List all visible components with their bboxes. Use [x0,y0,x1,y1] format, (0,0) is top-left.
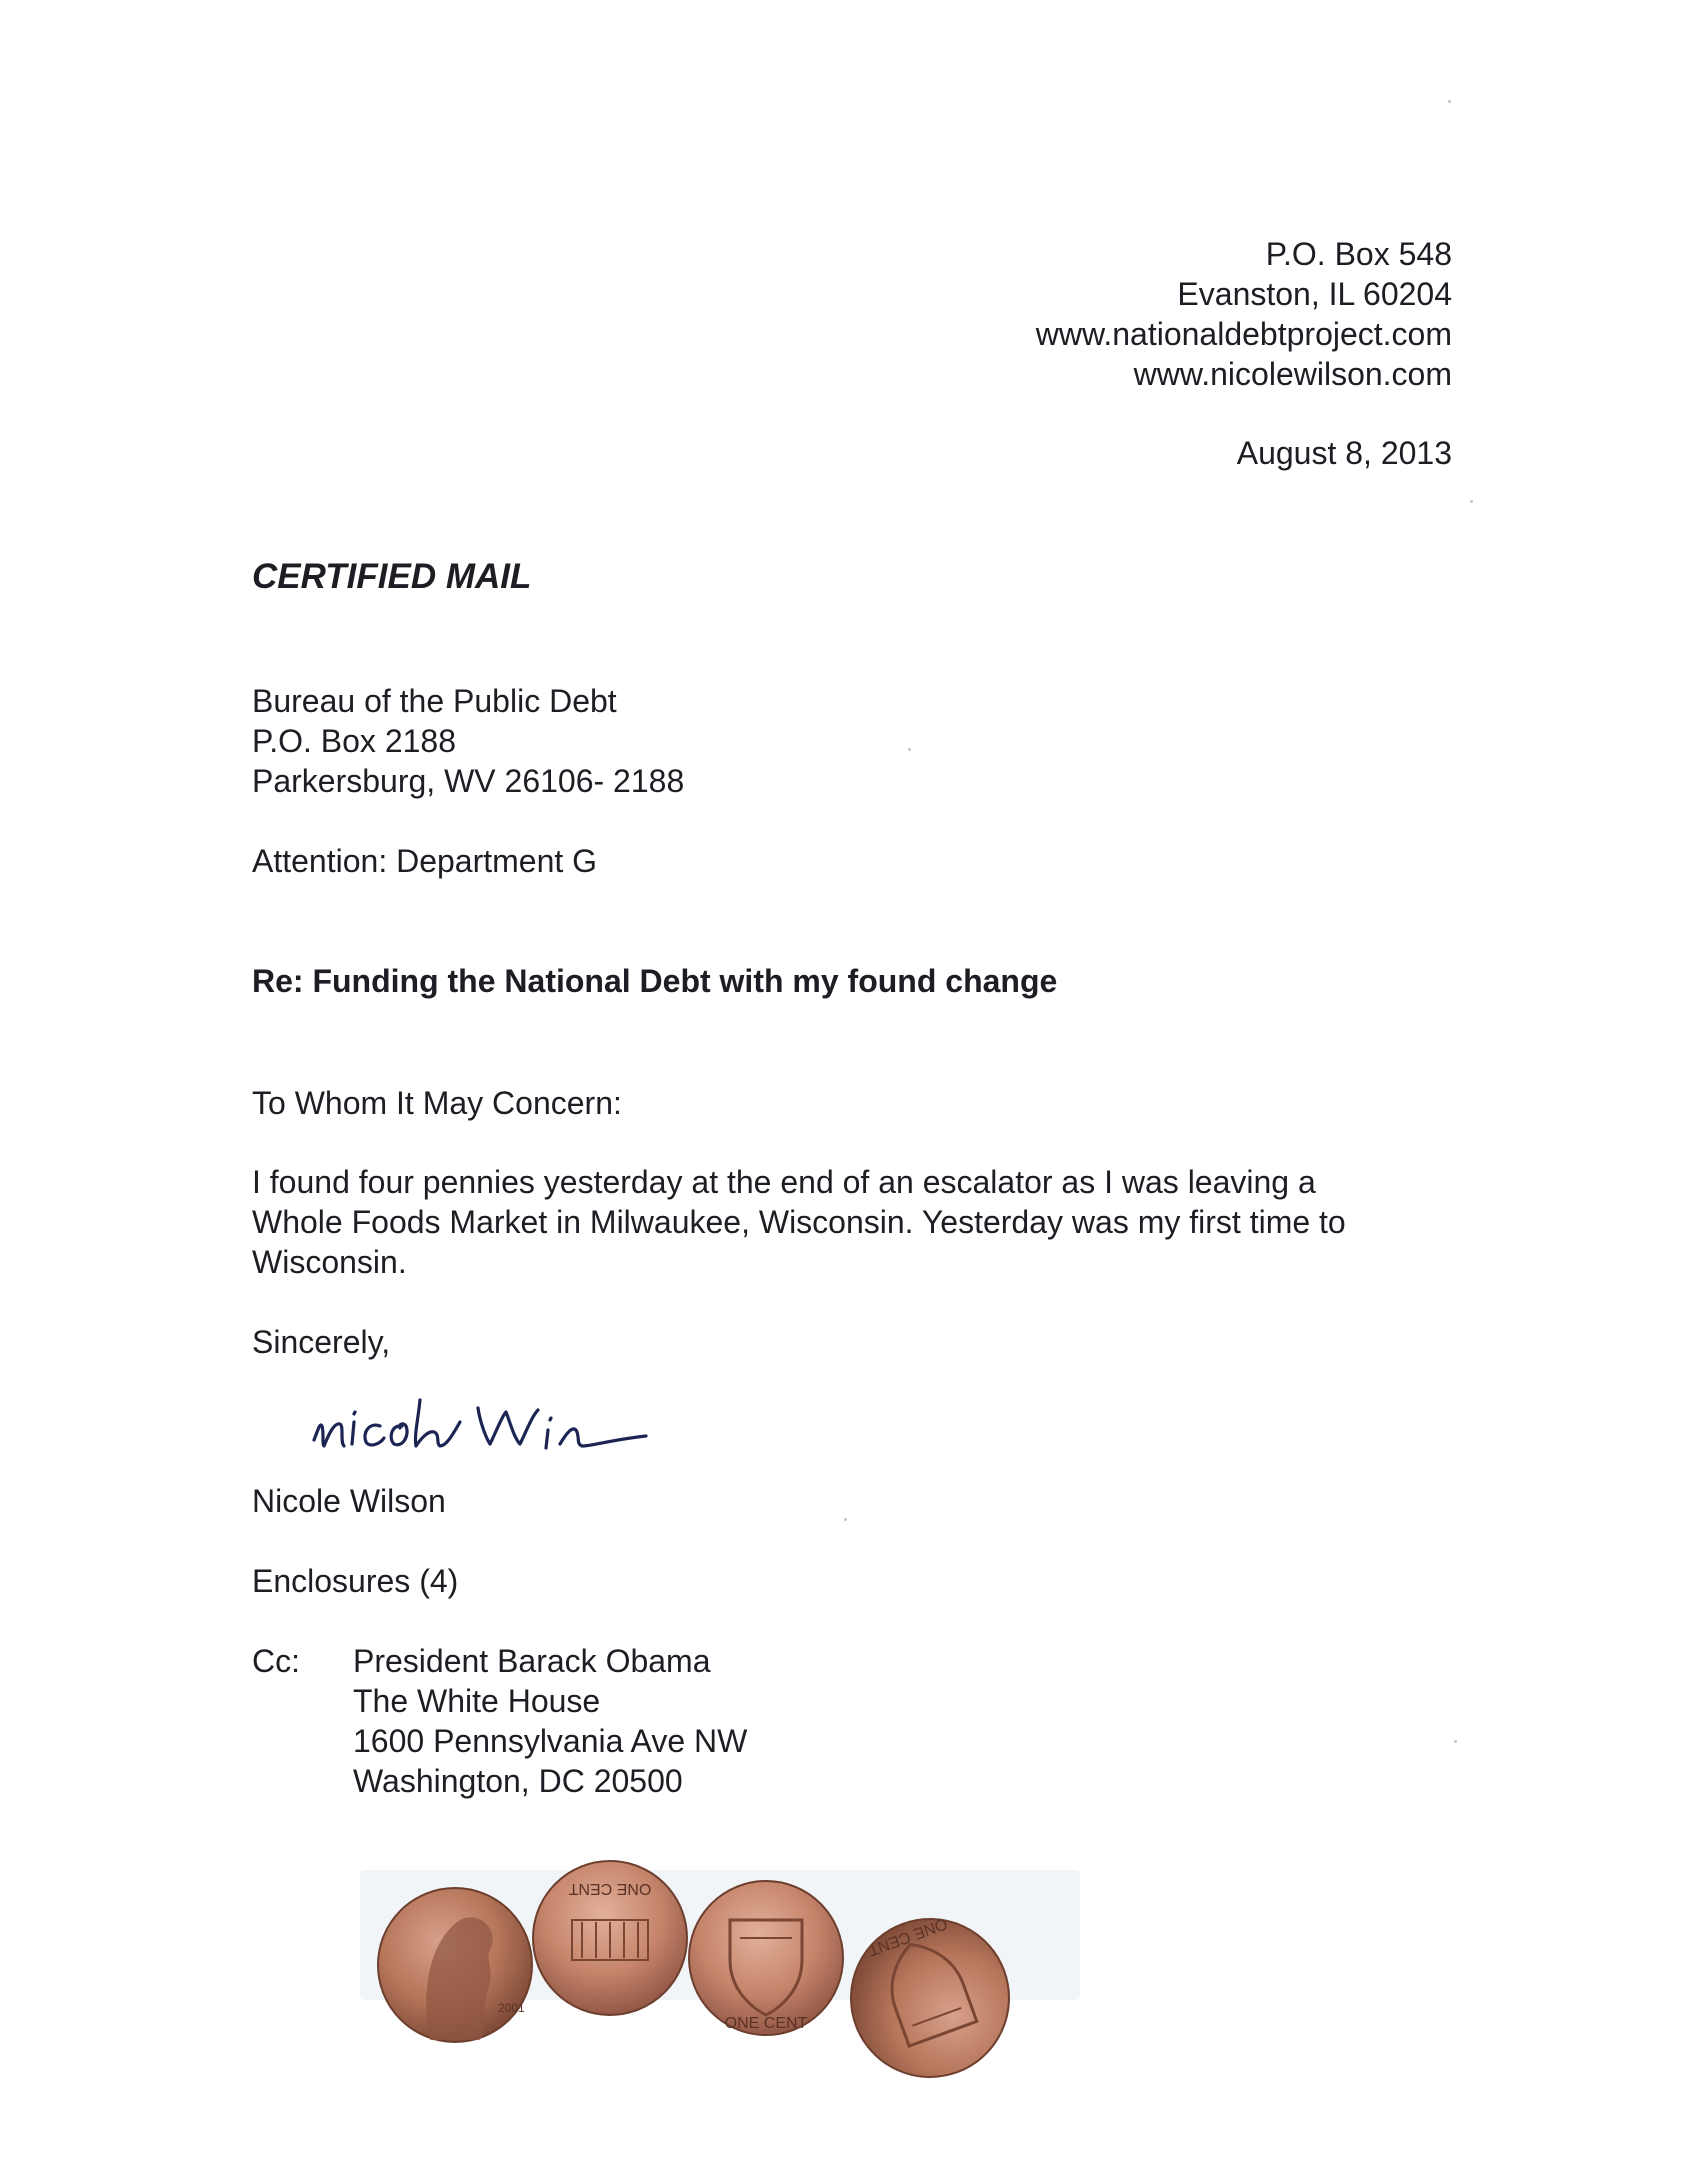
scan-speck [1470,500,1473,503]
recipient-line2: P.O. Box 2188 [252,723,456,759]
sender-address-line1: P.O. Box 548 [1265,236,1452,272]
certified-mail-label: CERTIFIED MAIL [252,557,532,596]
coin2-label: ONE CENT [568,1880,652,1897]
cc-line-3: 1600 Pennsylvania Ave NW [353,1723,748,1759]
recipient-line1: Bureau of the Public Debt [252,683,617,719]
body-line-3: Wisconsin. [252,1244,407,1280]
sender-website-2[interactable]: www.nicolewilson.com [1133,356,1452,392]
coin1-year: 2001 [498,2001,525,2015]
coin3-label: ONE CENT [724,2015,808,2032]
penny-coin-2 [533,1861,687,2015]
scan-speck [844,1518,847,1521]
sender-address-line2: Evanston, IL 60204 [1177,276,1452,312]
cc-line-1: President Barack Obama [353,1643,711,1679]
attention-line: Attention: Department G [252,843,598,879]
salutation: To Whom It May Concern: [252,1085,622,1121]
sender-website-1[interactable]: www.nationaldebtproject.com [1035,316,1452,352]
coin4-label: ONE CENT [865,1914,950,1959]
taped-pennies [360,1840,1110,2090]
cc-line-2: The White House [353,1683,601,1719]
cc-label: Cc: [252,1643,300,1679]
body-line-2: Whole Foods Market in Milwaukee, Wisconsin. Yesterday was my first time to [252,1204,1346,1240]
recipient-line3: Parkersburg, WV 26106- 2188 [252,763,685,799]
scan-speck [1448,100,1451,103]
body-line-1: I found four pennies yesterday at the end of an escalator as I was leaving a [252,1164,1316,1200]
enclosures-note: Enclosures (4) [252,1563,459,1599]
penny-coin-3 [689,1881,843,2035]
scan-speck [908,748,911,751]
handwritten-signature [310,1360,650,1470]
subject-line: Re: Funding the National Debt with my found change [252,963,1058,999]
cc-line-4: Washington, DC 20500 [353,1763,683,1799]
letter-date: August 8, 2013 [1236,435,1452,471]
closing: Sincerely, [252,1324,391,1360]
signer-name: Nicole Wilson [252,1483,446,1519]
scan-speck [1454,1740,1457,1743]
penny-coin-1 [378,1888,532,2042]
